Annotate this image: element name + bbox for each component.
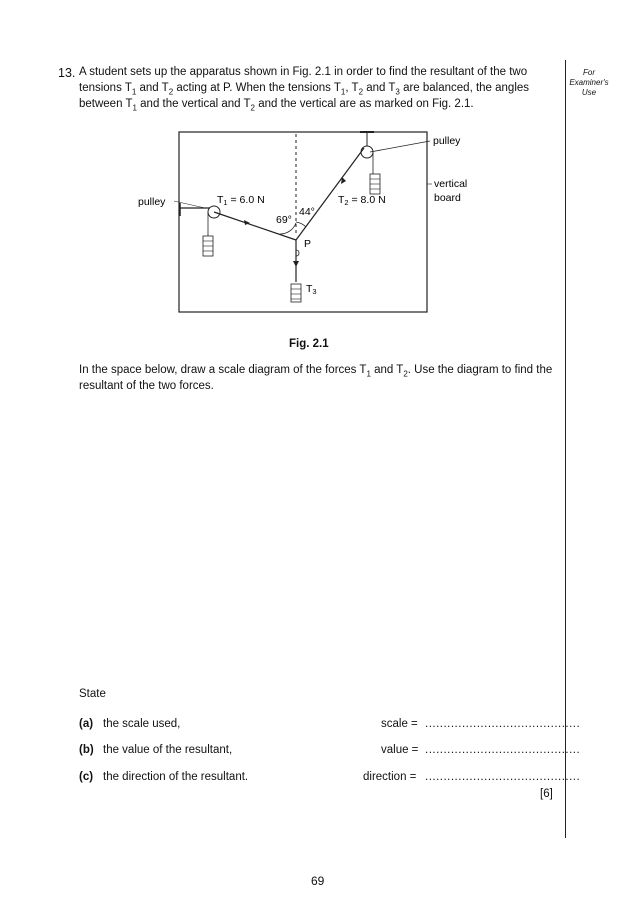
marks-total: [6] (540, 788, 553, 800)
part-a-field-label: scale = (381, 718, 418, 730)
part-b-answer-line[interactable]: .......................................... (425, 744, 581, 756)
part-c-letter: (c) (79, 771, 94, 783)
question-line-3: between $T_1$ and the vertical and $T_2$ and the vertical are as marked on Fig. 2.1. (79, 98, 474, 113)
figure-apparatus-diagram (120, 124, 480, 324)
part-b-letter: (b) (79, 744, 94, 756)
part-a-answer-line[interactable]: .......................................... (425, 718, 581, 730)
figure-caption: Fig. 2.1 (289, 338, 329, 350)
label-t1: T1 = 6.0 N (217, 194, 265, 207)
part-c-field-label: direction = (363, 771, 417, 783)
part-b-text: the value of the resultant, (103, 744, 233, 756)
bottom-weight-stack (291, 284, 301, 302)
label-board: board (434, 192, 461, 204)
part-a-text: the scale used, (103, 718, 181, 730)
label-t2: T2 = 8.0 N (338, 194, 386, 207)
part-b-field-label: value = (381, 744, 419, 756)
question-line-1: A student sets up the apparatus shown in Fig. 2.1 in order to find the resultant of the two (79, 66, 528, 78)
right-weight-stack (370, 174, 380, 194)
examiner-use-label: For Examiner's Use (569, 68, 609, 97)
part-a-letter: (a) (79, 718, 94, 730)
part-c-text: the direction of the resultant. (103, 771, 249, 783)
vertical-board (179, 132, 427, 312)
label-vertical: vertical (434, 178, 468, 190)
question-line-2: tensions $T_1$ and $T_2$ acting at P. When the tensions $T_1$, $T_2$ and $T_3$ are balanced, the angles (79, 82, 530, 97)
label-pulley-right: pulley (433, 135, 461, 147)
part-c-answer-line[interactable]: .......................................... (425, 771, 581, 783)
label-angle-44: 44° (299, 206, 315, 218)
label-t3: T3 (306, 283, 317, 296)
label-pulley-left: pulley (138, 196, 166, 208)
page-number: 69 (311, 874, 325, 888)
instruction-line-1: In the space below, draw a scale diagram of the forces $T_1$ and $T_2$. Use the diagram to find the (79, 364, 553, 379)
label-angle-69: 69° (276, 214, 292, 226)
label-point-p: P (304, 238, 312, 250)
left-weight-stack (203, 236, 213, 256)
state-label: State (79, 688, 106, 700)
instruction-line-2: resultant of the two forces. (79, 380, 214, 392)
question-number: 13. (58, 66, 76, 80)
